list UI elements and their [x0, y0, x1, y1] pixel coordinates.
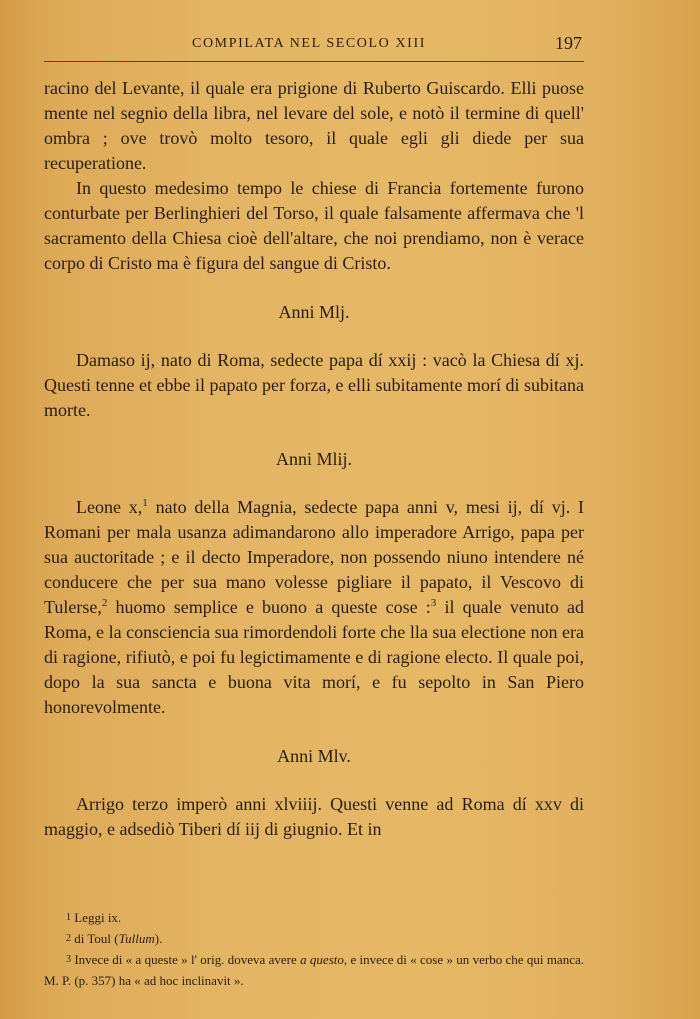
section-heading-anni-mlij: Anni Mlij. [275, 449, 352, 469]
paragraph-1: racino del Levante, il quale era prigione di Ruberto Guiscardo. Elli puose mente nel segnio della libra, nel levare del sole, e notò il termine di quell' ombra ; ove trovò molto tesoro, il quale egli gli diede per sua recuperatione. [44, 78, 584, 173]
running-title: COMPILATA NEL SECOLO XIII [192, 36, 426, 51]
footnote-2 [44, 928, 584, 949]
footnote-1-number: 1 [66, 912, 71, 923]
footnote-2-number: 2 [66, 933, 71, 944]
footnote-1-text: Leggi ix. [74, 910, 122, 925]
page-body [44, 76, 584, 842]
footnote-2-italic: Tullum [118, 931, 155, 946]
footnotes [44, 907, 584, 991]
footnote-3-italic: a questo, [300, 952, 348, 967]
book-page [44, 0, 584, 1019]
footnote-2-text-b: ). [154, 931, 163, 946]
footnote-3 [44, 949, 584, 991]
footnote-3-text-b: e invece di « cose » un verbo che qui manca. M. P. (p. 357) ha « ad hoc inclinavit ». [44, 952, 584, 988]
footnote-1 [44, 907, 584, 928]
footnote-2-text-a: di Toul ( [74, 931, 119, 946]
footnote-ref-2: 2 [101, 597, 108, 609]
paragraph-4-part-c: huomo semplice e buono a queste cose : [107, 597, 431, 617]
footnote-ref-1: 1 [142, 497, 148, 509]
section-heading-anni-mlv: Anni Mlv. [277, 746, 351, 766]
page-number: 197 [555, 33, 582, 53]
paragraph-3: Damaso ij, nato di Roma, sedecte papa dí xxij : vacò la Chiesa dí xj. Questi tenne et ebbe il papato per forza, e elli subitamente morí di subitana morte. [44, 350, 584, 420]
running-header [44, 33, 584, 62]
paragraph-4 [44, 495, 584, 720]
paragraph-2: In questo medesimo tempo le chiese di Francia fortemente furono conturbate per Berlinghieri del Torso, il quale falsamente affermava che 'l sacramento della Chiesa cioè dell'altare, che noi prendiamo, non è verace corpo di Cristo ma è figura del sangue di Cristo. [44, 178, 584, 273]
paragraph-4-part-a: Leone x, [76, 497, 143, 517]
paragraph-5: Arrigo terzo imperò anni xlviiij. Questi venne ad Roma dí xxv di maggio, e adsediò Tiberi dí iij di giugnio. Et in [44, 794, 584, 839]
footnote-ref-3: 3 [430, 597, 437, 609]
paragraph-4-part-d: il quale venuto ad Roma, e la consciencia sua rimordendoli forte che lla sua electione non era di ragione, rifiutò, e poi fu legictimamente e di ragione electo. Il quale poi, dopo la sua sancta e buona vita morí, e fu sepolto in San Piero honorevolmente. [44, 597, 584, 717]
footnote-3-number: 3 [66, 954, 71, 965]
footnote-3-text-a: Invece di « a queste » l' orig. doveva avere [74, 952, 301, 967]
section-heading-anni-mlj: Anni Mlj. [278, 302, 350, 322]
paragraph-4-part-b: nato della Magnia, sedecte papa anni v, mesi ij, dí vj. I Romani per mala usanza adimandarono allo imperadore Arrigo, papa per sua auctoritade ; e il decto Imperadore, non possendo niuno intendere né conducere che per sua mano volesse pigliare il papato, il Vescovo di Tulerse, [44, 497, 584, 617]
